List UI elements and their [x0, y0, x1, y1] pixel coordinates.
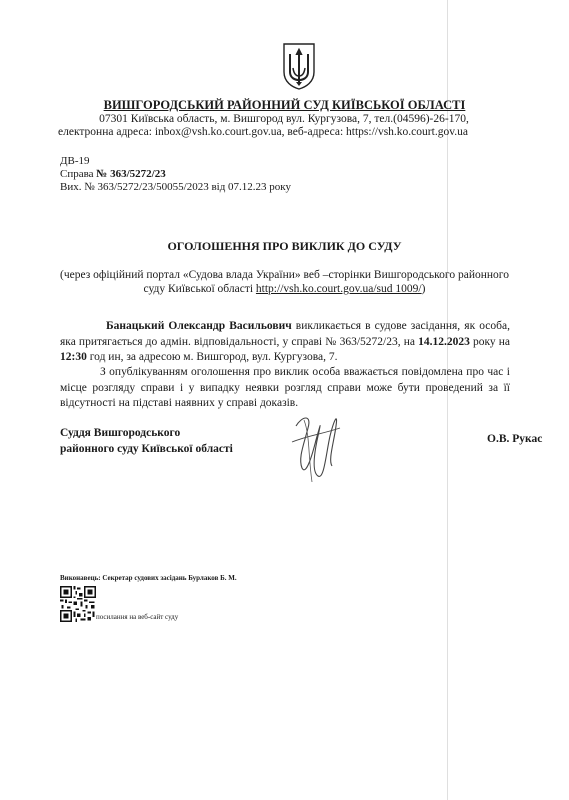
coat-of-arms-icon	[282, 42, 316, 90]
notice-text: З опублікуванням оголошення про виклик особа вважається повідомлена про час і місце розгляду справи і у випадку неявки розгляд справи може бути проведений за її відсутності на підставі наявних у справі доказів.	[60, 366, 510, 409]
judge-name: О.В. Рукас	[487, 433, 543, 445]
hearing-date: 14.12.2023	[418, 335, 470, 348]
case-line	[60, 168, 166, 180]
outgoing-number: Вих. № 363/5272/23/50055/2023 від 07.12.23 року	[60, 181, 291, 193]
judge-title	[60, 425, 233, 457]
summons-text-c: год ин, за адресою м. Вишгород, вул. Кургузова, 7.	[86, 351, 338, 363]
court-address: 07301 Київська область, м. Вишгород вул. Кургузова, 7, тел.(04596)-26-170,	[99, 113, 469, 125]
notice-paragraph	[60, 365, 510, 412]
judge-title-line-1: Суддя Вишгородського	[60, 427, 181, 439]
portal-note-line-1: (через офіційний портал «Судова влада України» веб –сторінки Вишгородського районного	[60, 269, 509, 281]
person-name: Банацький Олександр Васильович	[106, 320, 292, 332]
qr-caption: посилання на веб-сайт суду	[96, 613, 179, 621]
executor-line: Виконавець: Секретар судових засідань Бурлаков Б. М.	[60, 574, 237, 582]
portal-note-prefix: суду Київської області	[143, 283, 256, 295]
court-contacts: електронна адреса: inbox@vsh.ko.court.gov.ua, веб-адреса: https://vsh.ko.court.gov.ua	[58, 126, 468, 138]
portal-note-line-2	[0, 283, 569, 295]
case-label: Справа	[60, 168, 97, 180]
qr-code-icon[interactable]	[60, 586, 96, 622]
form-code: ДВ-19	[60, 155, 90, 167]
hearing-time: 12:30	[60, 351, 87, 363]
court-portal-link[interactable]: http://vsh.ko.court.gov.ua/sud 1009/	[255, 283, 422, 295]
portal-note-suffix: )	[421, 283, 426, 295]
document-title: ОГОЛОШЕННЯ ПРО ВИКЛИК ДО СУДУ	[167, 239, 402, 253]
judge-title-line-2: районного суду Київської області	[60, 443, 233, 455]
handwritten-signature	[282, 406, 352, 486]
summons-text-b: року на	[469, 335, 510, 348]
case-number: № 363/5272/23	[96, 168, 166, 180]
court-name: ВИШГОРОДСЬКИЙ РАЙОННИЙ СУД КИЇВСЬКОЇ ОБЛАСТІ	[103, 98, 466, 112]
summons-paragraph	[60, 319, 510, 366]
summons-text-a: викликається в судове засідання, як особа, яка притягається до адмін. відповідальності, у справі № 363/5272/23, на	[60, 320, 510, 348]
